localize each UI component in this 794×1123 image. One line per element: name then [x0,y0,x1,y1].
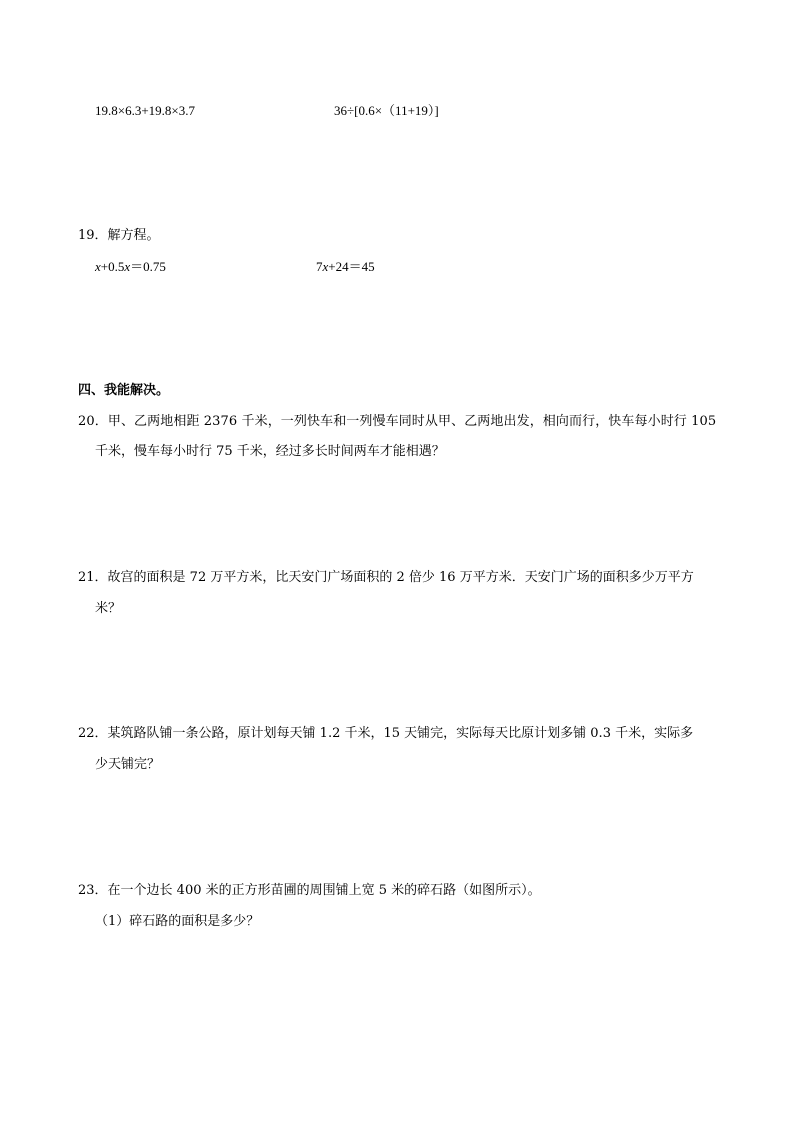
q19-label: 19．解方程。 [78,228,160,243]
equation-term: +0.5 [100,259,125,274]
section-4-title: 四、我能解决。 [78,383,170,398]
q20-line-1: 20．甲、乙两地相距 2376 千米，一列快车和一列慢车同时从甲、乙两地出发，相向而行，快车每小时行 105 [78,414,717,429]
q19-equation-1 [95,259,166,275]
q18-expression-2: 36÷[0.6×（11+19）] [334,103,439,118]
q21-line-1: 21．故宫的面积是 72 万平方米，比天安门广场面积的 2 倍少 16 万平方米．天安门广场的面积多少万平方 [78,570,694,585]
q18-expression-1: 19.8×6.3+19.8×3.7 [95,103,195,118]
q23-line-1: 23．在一个边长 400 米的正方形苗圃的周围铺上宽 5 米的碎石路（如图所示）。 [78,883,541,898]
q22-line-1: 22．某筑路队铺一条公路，原计划每天铺 1.2 千米，15 天铺完，实际每天比原计划多铺 0.3 千米，实际多 [78,726,694,741]
equation-coefficient: 7 [316,259,323,274]
q22-line-2: 少天铺完？ [95,757,161,772]
equation-rhs: +24＝45 [328,259,375,274]
variable-x: x [95,259,101,274]
q20-line-2: 千米，慢车每小时行 75 千米，经过多长时间两车才能相遇？ [95,444,445,459]
variable-x: x [124,259,131,274]
q19-equation-2 [316,259,375,275]
variable-x: x [322,259,329,274]
q21-line-2: 米？ [95,601,122,616]
q23-subquestion-1: （1）碎石路的面积是多少？ [95,914,260,929]
equation-rhs: ＝0.75 [130,259,166,274]
